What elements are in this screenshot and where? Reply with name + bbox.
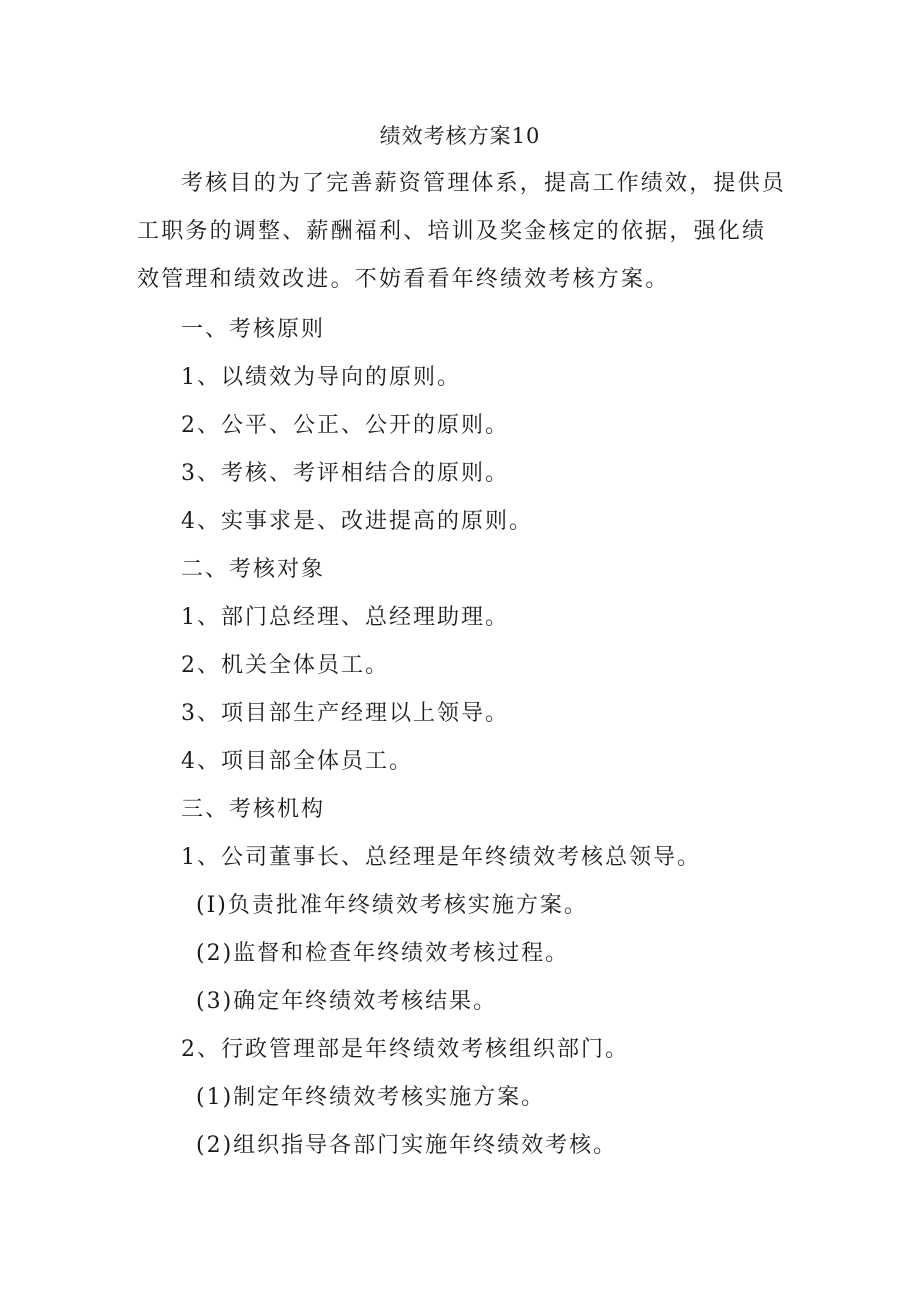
- list-item: 3、考核、考评相结合的原则。: [181, 461, 509, 486]
- list-item: 1、公司董事长、总经理是年终绩效考核总领导。: [181, 845, 701, 870]
- list-item: 3、项目部生产经理以上领导。: [181, 701, 509, 726]
- sub-list-item: (2)监督和检查年终绩效考核过程。: [196, 941, 570, 966]
- list-item: 4、实事求是、改进提高的原则。: [181, 509, 533, 534]
- sub-list-item: (2)组织指导各部门实施年终绩效考核。: [196, 1133, 618, 1158]
- list-item: 1、以绩效为导向的原则。: [181, 365, 461, 390]
- list-item: 4、项目部全体员工。: [181, 749, 413, 774]
- document-title: 绩效考核方案10: [379, 124, 541, 148]
- list-item: 2、公平、公正、公开的原则。: [181, 413, 509, 438]
- list-item: 2、行政管理部是年终绩效考核组织部门。: [181, 1037, 629, 1062]
- section-heading-organization: 三、考核机构: [181, 797, 326, 822]
- sub-list-item: (I)负责批准年终绩效考核实施方案。: [196, 893, 588, 918]
- section-heading-targets: 二、考核对象: [181, 557, 326, 582]
- list-item: 2、机关全体员工。: [181, 653, 389, 678]
- sub-list-item: (1)制定年终绩效考核实施方案。: [196, 1085, 546, 1110]
- list-item: 1、部门总经理、总经理助理。: [181, 605, 509, 630]
- section-heading-principles: 一、考核原则: [181, 317, 326, 342]
- intro-paragraph: 考核目的为了完善薪资管理体系，提高工作绩效，提供员工职务的调整、薪酬福利、培训及奖金核定的依据，强化绩效管理和绩效改进。不妨看看年终绩效考核方案。: [137, 171, 787, 292]
- sub-list-item: (3)确定年终绩效考核结果。: [196, 989, 498, 1014]
